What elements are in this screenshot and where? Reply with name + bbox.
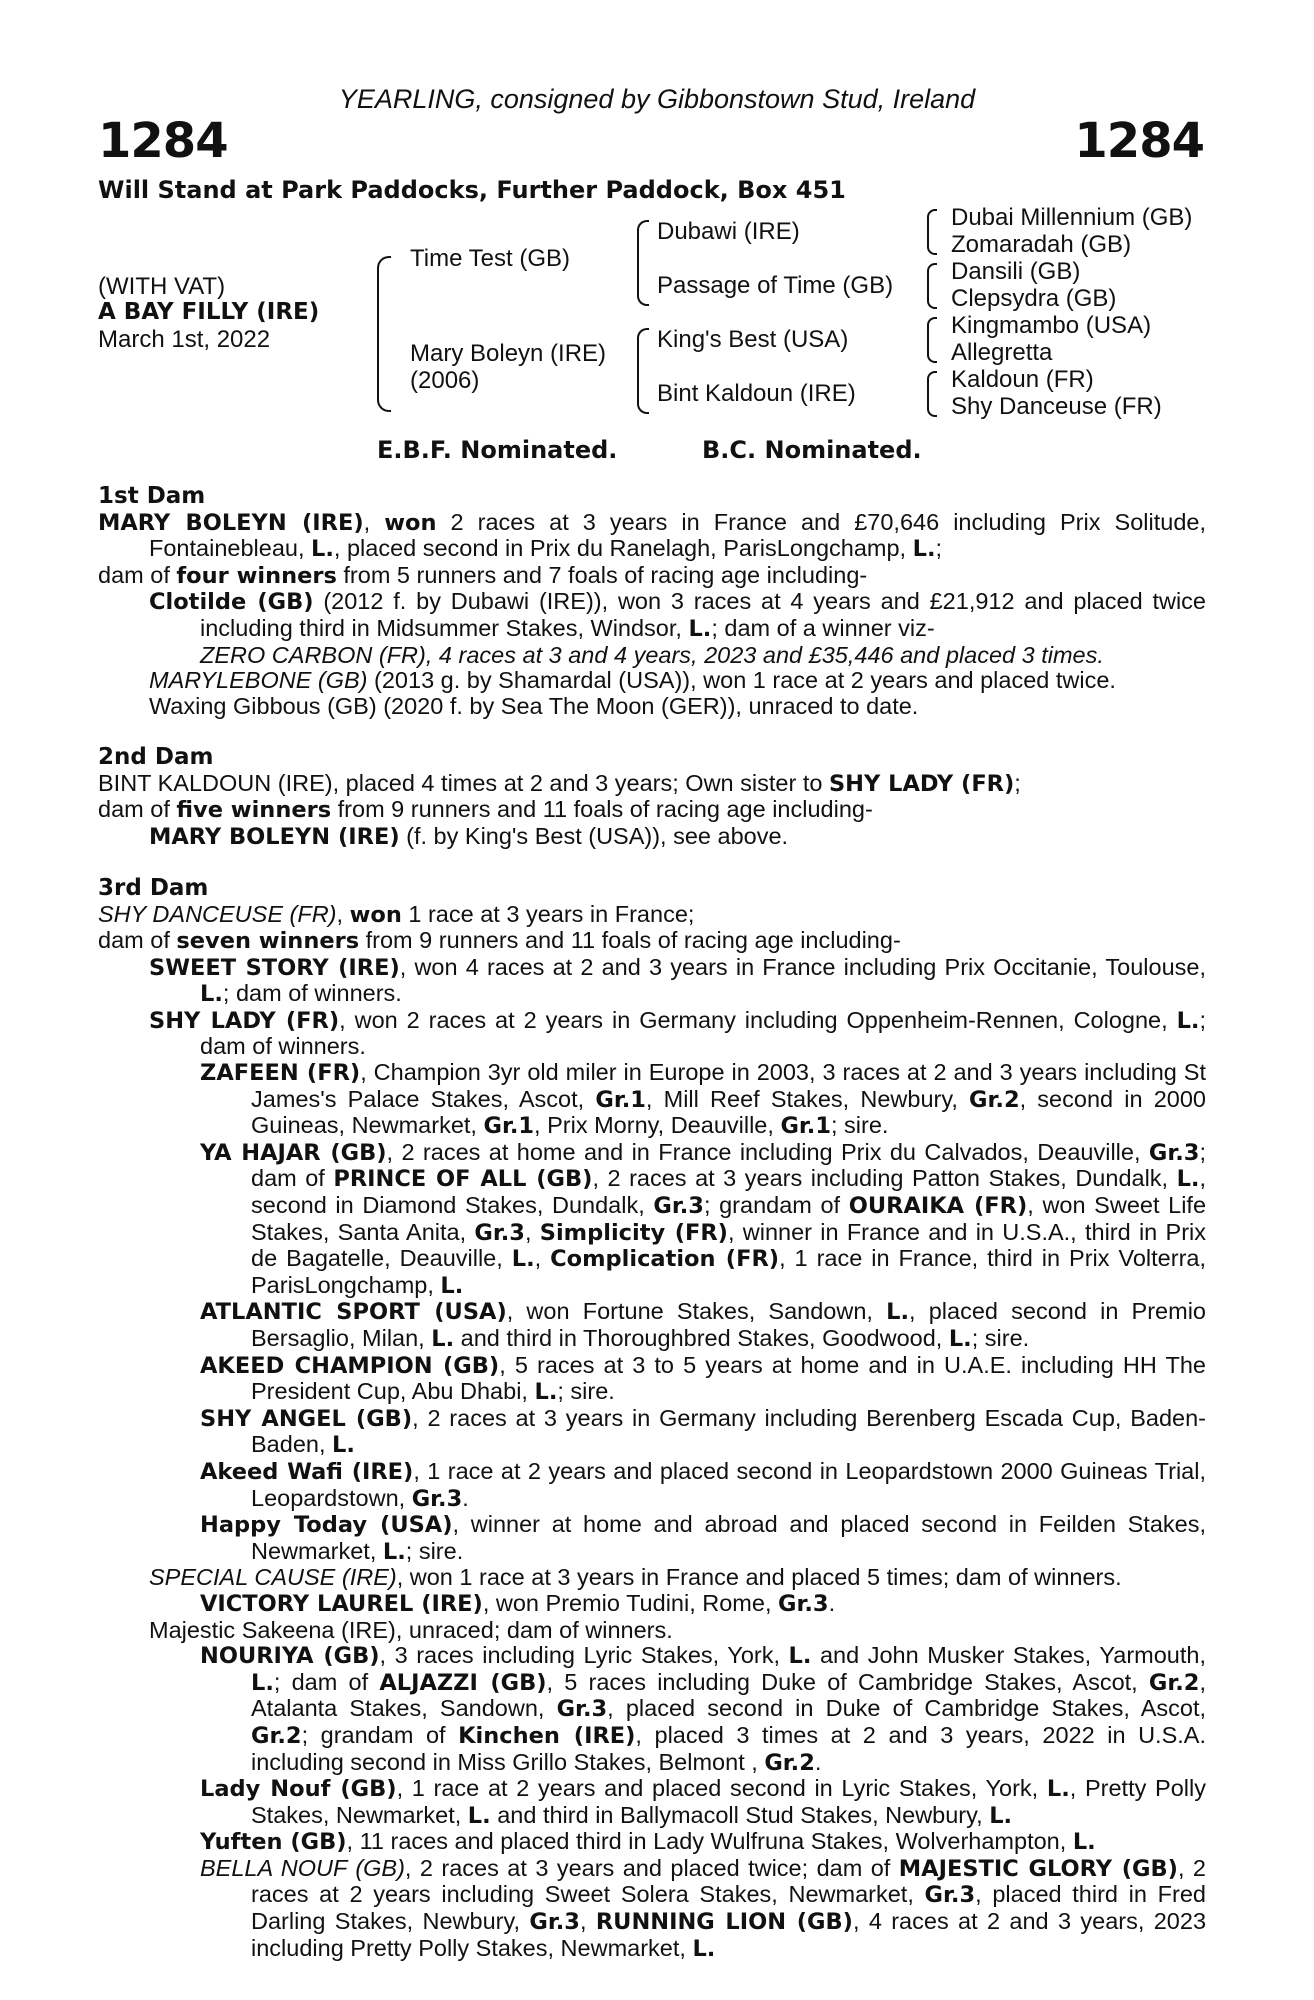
- lot-number-left: 1284: [98, 113, 228, 169]
- produce-shy-lady: SHY LADY (FR), won 2 races at 2 years in Germany including Oppenheim-Rennen, Cologne, L.; dam of winners.: [149, 1006, 1206, 1060]
- ebf-nomination: E.B.F. Nominated.: [377, 436, 618, 464]
- produce-shy-angel: SHY ANGEL (GB), 2 races at 3 years in Germany including Berenberg Escada Cup, Baden-Baden, L.: [200, 1404, 1206, 1459]
- produce-record: [98, 484, 1206, 1962]
- brace-ss: [927, 209, 937, 255]
- sds: Dansili (GB): [951, 258, 1081, 285]
- produce-marylebone: MARYLEBONE (GB) (2013 g. by Shamardal (USA)), won 1 race at 2 years and placed twice.: [149, 667, 1116, 694]
- horse-name: A BAY FILLY (IRE): [98, 299, 320, 325]
- dam-dam: Bint Kaldoun (IRE): [657, 380, 856, 407]
- brace-main: [377, 256, 391, 412]
- bc-nomination: B.C. Nominated.: [702, 436, 922, 464]
- second-dam-heading: 2nd Dam: [98, 743, 214, 770]
- produce-akeed-wafi: Akeed Wafi (IRE), 1 race at 2 years and placed second in Leopardstown 2000 Guineas Trial, Leopardstown, Gr.3.: [200, 1457, 1207, 1512]
- dds: Kaldoun (FR): [951, 366, 1094, 393]
- third-dam-paragraph: SHY DANCEUSE (FR), won 1 race at 3 years in France;: [98, 900, 695, 928]
- second-dam-produce-summary: dam of five winners from 9 runners and 11 foals of racing age including-: [98, 796, 873, 824]
- produce-zero-carbon: ZERO CARBON (FR), 4 races at 3 and 4 years, 2023 and £35,446 and placed 3 times.: [200, 641, 1104, 668]
- third-dam-heading: 3rd Dam: [98, 874, 209, 901]
- sire-sire: Dubawi (IRE): [657, 218, 800, 245]
- produce-akeed-champion: AKEED CHAMPION (GB), 5 races at 3 to 5 years at home and in U.A.E. including HH The President Cup, Abu Dhabi, L.; sire.: [200, 1351, 1206, 1406]
- lot-number-right: 1284: [1074, 113, 1204, 169]
- produce-clotilde: Clotilde (GB) (2012 f. by Dubawi (IRE)), won 3 races at 4 years and £21,912 and placed twice including third in Midsummer Stakes, Windsor, L.; dam of a winner viz-: [149, 588, 1206, 642]
- second-dam-produce-mary-boleyn: MARY BOLEYN (IRE) (f. by King's Best (USA)), see above.: [149, 822, 789, 850]
- consignment-line: YEARLING, consigned by Gibbonstown Stud, Ireland: [338, 84, 976, 114]
- brace-dam: [637, 328, 649, 414]
- produce-happy-today: Happy Today (USA), winner at home and abroad and placed second in Feilden Stakes, Newmarket, L.; sire.: [200, 1511, 1206, 1565]
- produce-majestic-sakeena: Majestic Sakeena (IRE), unraced; dam of winners.: [149, 1616, 673, 1643]
- sss: Dubai Millennium (GB): [951, 204, 1193, 231]
- foaling-date: March 1st, 2022: [98, 326, 271, 353]
- produce-atlantic-sport: ATLANTIC SPORT (USA), won Fortune Stakes, Sandown, L., placed second in Premio Bersaglio, Milan, L. and third in Thoroughbred Stakes, Goodwood, L.; sire.: [200, 1298, 1206, 1352]
- dss: Kingmambo (USA): [951, 312, 1152, 339]
- produce-yuften: Yuften (GB), 11 races and placed third in Lady Wulfruna Stakes, Wolverhampton, L.: [200, 1828, 1096, 1856]
- produce-special-cause: SPECIAL CAUSE (IRE), won 1 race at 3 years in France and placed 5 times; dam of winners.: [149, 1564, 1122, 1591]
- produce-bella-nouf: BELLA NOUF (GB), 2 races at 3 years and placed twice; dam of MAJESTIC GLORY (GB), 2 races at 2 years including Sweet Solera Stakes, Newmarket, Gr.3, placed third in Fred Darling Stakes, Newbury, Gr.3, RUNNING LION (GB), 4 races at 2 and 3 years, 2023 including Pretty Polly Stakes, Newmarket, L.: [200, 1854, 1207, 1962]
- produce-nouriya: NOURIYA (GB), 3 races including Lyric Stakes, York, L. and John Musker Stakes, Yarmouth, L.; dam of ALJAZZI (GB), 5 races including Duke of Cambridge Stakes, Ascot, Gr.2, Atalanta Stakes, Sandown, Gr.3, placed second in Duke of Cambridge Stakes, Ascot, Gr.2; grandam of Kinchen (IRE), placed 3 times at 2 and 3 years, 2022 in U.S.A. including second in Miss Grillo Stakes, Belmont , Gr.2.: [200, 1642, 1207, 1776]
- produce-waxing-gibbous: Waxing Gibbous (GB) (2020 f. by Sea The Moon (GER)), unraced to date.: [149, 692, 919, 719]
- sire: Time Test (GB): [410, 245, 571, 272]
- ddd: Shy Danceuse (FR): [951, 393, 1162, 420]
- brace-ds: [927, 317, 937, 363]
- sdd: Clepsydra (GB): [951, 285, 1117, 312]
- brace-sire: [637, 220, 649, 306]
- dam-year: (2006): [410, 367, 480, 394]
- second-dam-paragraph: BINT KALDOUN (IRE), placed 4 times at 2 and 3 years; Own sister to SHY LADY (FR);: [98, 769, 1021, 797]
- stand-location: Will Stand at Park Paddocks, Further Paddock, Box 451: [98, 176, 846, 204]
- first-dam-heading: 1st Dam: [98, 483, 206, 509]
- brace-sd: [927, 263, 937, 309]
- dam-produce-summary: dam of four winners from 5 runners and 7 foals of racing age including-: [98, 561, 868, 589]
- third-dam-produce-summary: dam of seven winners from 9 runners and 11 foals of racing age including-: [98, 927, 901, 955]
- dam-paragraph: MARY BOLEYN (IRE), won 2 races at 3 years in France and £70,646 including Prix Solitude, Fontainebleau, L., placed second in Prix du Ranelagh, ParisLongchamp, L.;: [98, 508, 1206, 563]
- brace-dd: [927, 371, 937, 417]
- ssd: Zomaradah (GB): [951, 231, 1132, 258]
- produce-ya-hajar: YA HAJAR (GB), 2 races at home and in France including Prix du Calvados, Deauville, Gr.3; dam of PRINCE OF ALL (GB), 2 races at 3 years including Patton Stakes, Dundalk, L., second in Diamond Stakes, Dundalk, Gr.3; grandam of OURAIKA (FR), won Sweet Life Stakes, Santa Anita, Gr.3, Simplicity (FR), winner in France and in U.S.A., third in Prix de Bagatelle, Deauville, L., Complication (FR), 1 race in France, third in Prix Volterra, ParisLongchamp, L.: [200, 1138, 1207, 1299]
- sire-dam: Passage of Time (GB): [657, 272, 894, 299]
- vat-label: (WITH VAT): [98, 273, 226, 300]
- dam: Mary Boleyn (IRE): [410, 340, 607, 367]
- dam-sire: King's Best (USA): [657, 326, 849, 353]
- produce-zafeen: ZAFEEN (FR), Champion 3yr old miler in Europe in 2003, 3 races at 2 and 3 years including St James's Palace Stakes, Ascot, Gr.1, Mill Reef Stakes, Newbury, Gr.2, second in 2000 Guineas, Newmarket, Gr.1, Prix Morny, Deauville, Gr.1; sire.: [200, 1059, 1206, 1140]
- produce-sweet-story: SWEET STORY (IRE), won 4 races at 2 and 3 years in France including Prix Occitanie, Toulouse, L.; dam of winners.: [149, 953, 1206, 1008]
- produce-victory-laurel: VICTORY LAUREL (IRE), won Premio Tudini, Rome, Gr.3.: [200, 1589, 836, 1617]
- dsd: Allegretta: [951, 339, 1053, 366]
- produce-lady-nouf: Lady Nouf (GB), 1 race at 2 years and placed second in Lyric Stakes, York, L., Pretty Polly Stakes, Newmarket, L. and third in Ballymacoll Stud Stakes, Newbury, L.: [200, 1775, 1206, 1829]
